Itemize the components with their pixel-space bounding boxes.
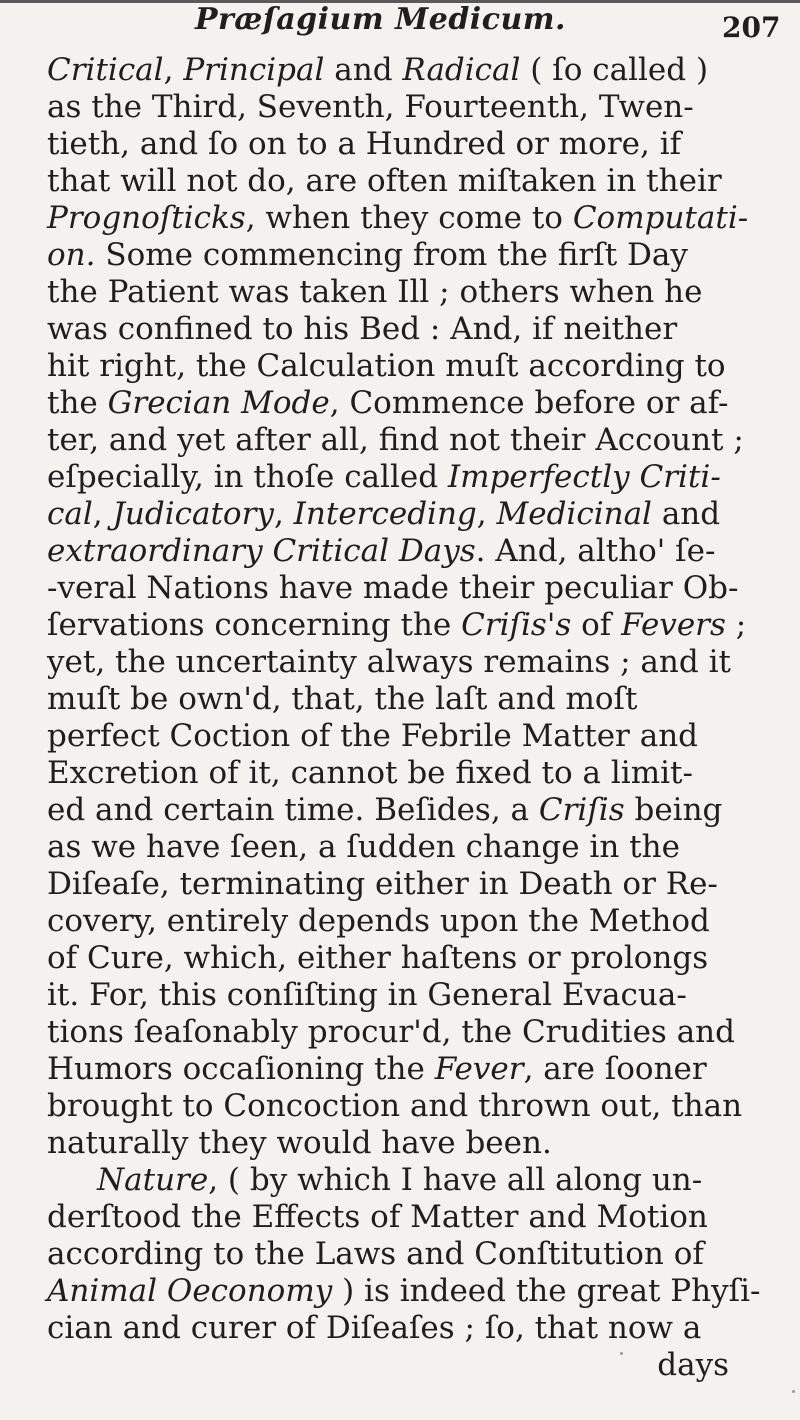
text-line	[47, 533, 789, 570]
italic-term: Criſis's	[461, 607, 572, 643]
italic-term: Critical	[47, 52, 164, 88]
text-line: Diſeaſe, terminating either in Death or Re-	[47, 866, 718, 902]
text-run: , Commence before or af-	[329, 385, 729, 421]
italic-term: Principal	[183, 52, 325, 88]
text-line	[47, 237, 789, 274]
italic-term: Criſis	[538, 792, 625, 828]
text-run: . And, altho' ſe-	[475, 533, 716, 569]
italic-term: Prognoſticks	[47, 200, 246, 236]
italic-term: Radical	[402, 52, 521, 88]
text-run: ,	[273, 496, 294, 532]
text-line	[47, 1051, 789, 1088]
paper-speck	[620, 1352, 623, 1355]
text-line: yet, the uncertainty always remains ; and it	[47, 644, 731, 680]
text-line: perfect Coction of the Febrile Matter and	[47, 718, 699, 754]
text-line: tions ſeaſonably procur'd, the Crudities and	[47, 1014, 735, 1050]
text-line: brought to Concoction and thrown out, than	[47, 1088, 743, 1124]
text-line	[47, 1273, 789, 1310]
text-line	[47, 607, 789, 644]
text-run: , are ſooner	[523, 1051, 707, 1087]
italic-term: cal	[47, 496, 93, 532]
text-line: naturally they would have been.	[47, 1125, 552, 1161]
text-line: ter, and yet after all, find not their Account ;	[47, 422, 744, 458]
text-line: was confined to his Bed : And, if neither	[47, 311, 678, 347]
text-run: ,	[476, 496, 497, 532]
italic-term: Medicinal	[496, 496, 652, 532]
text-line	[47, 200, 789, 237]
italic-term: Animal Oeconomy	[47, 1273, 333, 1309]
text-line	[47, 385, 789, 422]
italic-term: on.	[47, 237, 96, 273]
text-run: ed and certain time. Beſides, a	[47, 792, 539, 828]
text-run: being	[624, 792, 723, 828]
italic-term: Imperfectly Criti-	[447, 459, 721, 495]
text-line	[47, 792, 789, 829]
text-line: that will not do, are often miſtaken in their	[47, 163, 722, 199]
text-line: Excretion of it, cannot be fixed to a limit-	[47, 755, 693, 791]
text-line: hit right, the Calculation muſt according to	[47, 348, 726, 384]
italic-term: Judicatory	[112, 496, 274, 532]
catchword: days	[657, 1347, 729, 1383]
text-line	[47, 52, 789, 89]
text-line: tieth, and ſo on to a Hundred or more, if	[47, 126, 682, 162]
italic-term: Fevers	[621, 607, 726, 643]
page-number: 207	[722, 11, 781, 44]
italic-term: Computati-	[572, 200, 749, 236]
text-run: ſervations concerning the	[47, 607, 462, 643]
text-run: of	[571, 607, 622, 643]
text-line	[47, 1162, 789, 1199]
text-line: the Patient was taken Ill ; others when he	[47, 274, 703, 310]
text-run: , when they come to	[245, 200, 573, 236]
text-run: and	[324, 52, 403, 88]
text-run: Some commencing from the firſt Day	[95, 237, 688, 273]
italic-term: Nature	[97, 1162, 209, 1198]
text-line: as the Third, Seventh, Fourteenth, Twen-	[47, 89, 694, 125]
italic-term: Interceding	[293, 496, 477, 532]
text-line: as we have ſeen, a ſudden change in the	[47, 829, 680, 865]
italic-term: Fever	[434, 1051, 524, 1087]
text-line: derſtood the Effects of Matter and Motion	[47, 1199, 708, 1235]
text-run: ( ſo called )	[520, 52, 709, 88]
text-run: Humors occaſioning the	[47, 1051, 435, 1087]
italic-term: Grecian Mode	[107, 385, 330, 421]
text-line: according to the Laws and Conſtitution of	[47, 1236, 704, 1272]
text-line: cian and curer of Diſeaſes ; ſo, that now a	[47, 1310, 702, 1346]
text-run: the	[47, 385, 108, 421]
text-line: it. For, this conſiſting in General Evacua-	[47, 977, 687, 1013]
text-run: ;	[725, 607, 747, 643]
text-line	[47, 496, 789, 533]
text-run: ,	[92, 496, 113, 532]
running-head: Præſagium Medicum.	[195, 2, 566, 37]
italic-term: extraordinary Critical Days	[47, 533, 476, 569]
text-line: muſt be own'd, that, the laſt and moſt	[47, 681, 638, 717]
text-line: covery, entirely depends upon the Method	[47, 903, 710, 939]
paper-speck	[792, 1390, 795, 1393]
text-run: ) is indeed the great Phyſi-	[332, 1273, 761, 1309]
body-text	[47, 52, 789, 1384]
text-run: , ( by which I have all along un-	[208, 1162, 703, 1198]
text-run: eſpecially, in thoſe called	[47, 459, 448, 495]
text-line: -veral Nations have made their peculiar Ob-	[47, 570, 739, 606]
text-line	[47, 459, 789, 496]
text-run: and	[651, 496, 721, 532]
text-line: of Cure, which, either haſtens or prolongs	[47, 940, 709, 976]
text-run: ,	[163, 52, 184, 88]
